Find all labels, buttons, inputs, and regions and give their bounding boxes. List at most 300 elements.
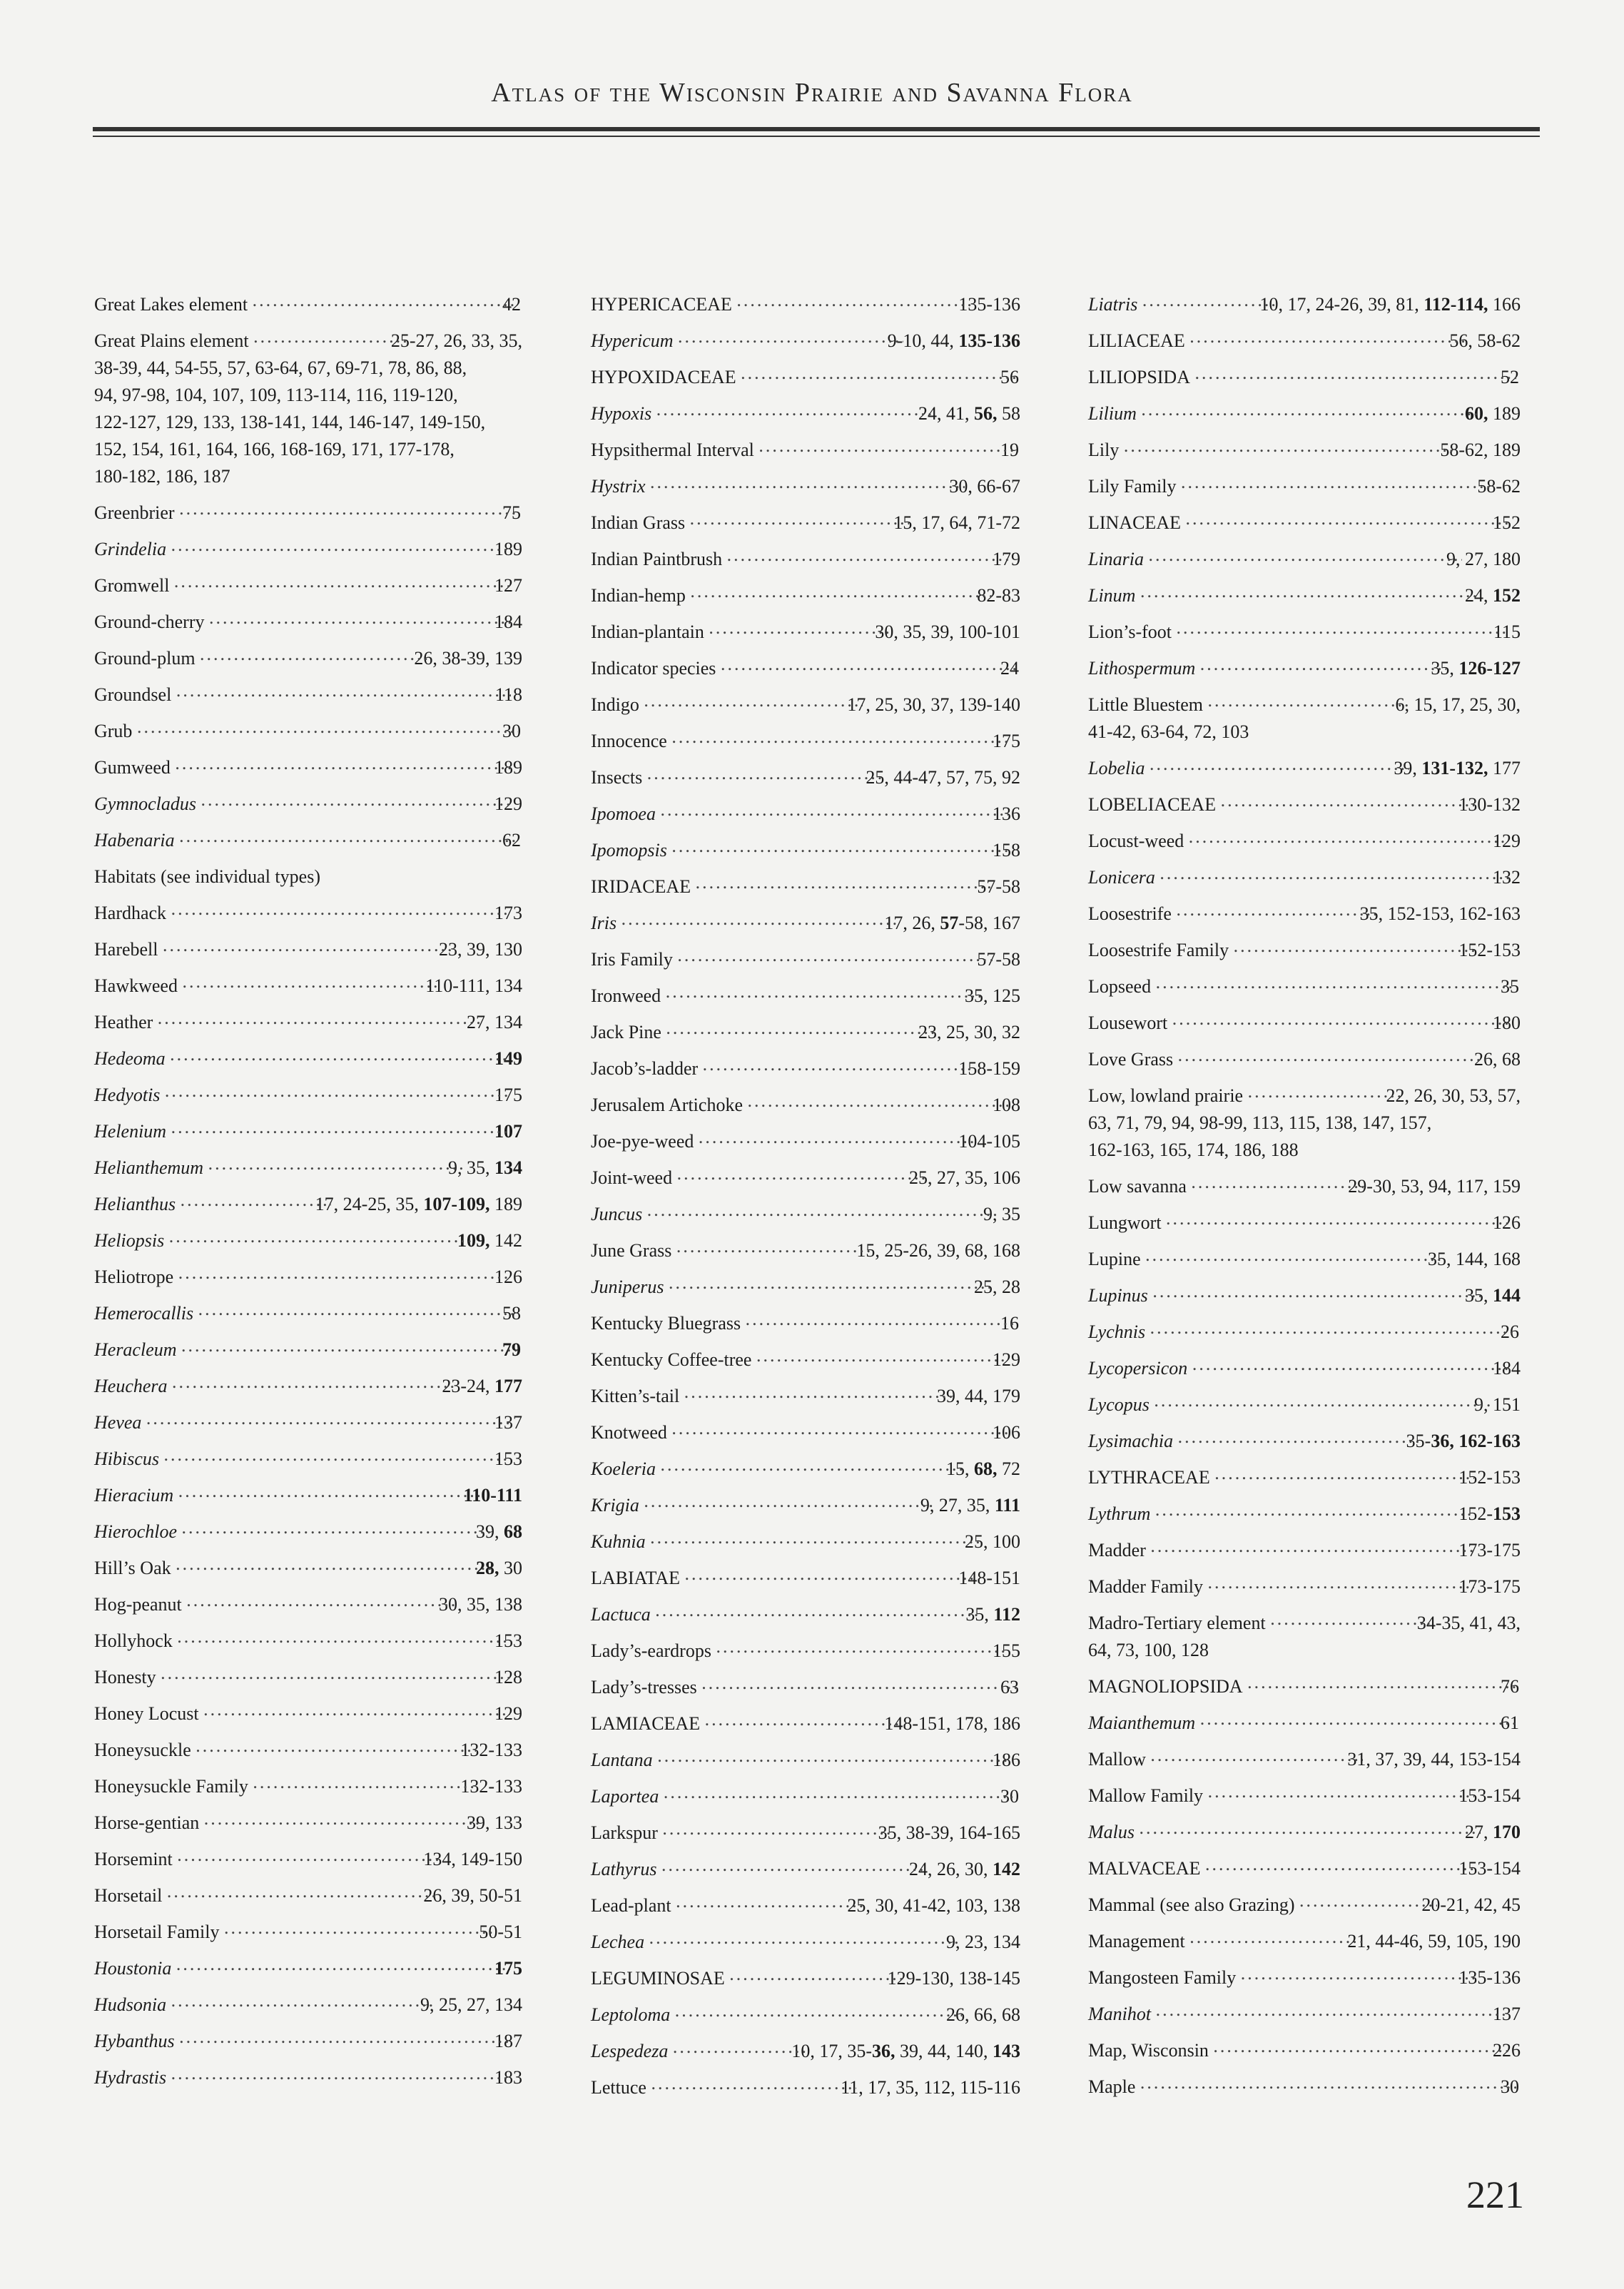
index-entry-row xyxy=(591,2074,1020,2101)
index-term: Mammal (see also Grazing) xyxy=(1088,1894,1295,1915)
index-page-refs xyxy=(1458,1782,1521,1810)
page-ref: 39, 133 xyxy=(467,1812,522,1833)
dot-leader xyxy=(161,1660,510,1687)
index-continuation-line: 162-163, 165, 174, 186, 188 xyxy=(1088,1140,1299,1160)
index-term: Juniperus xyxy=(591,1277,664,1297)
index-term: Horsetail xyxy=(94,1885,163,1906)
index-term: LILIACEAE xyxy=(1088,330,1185,351)
index-entry-row xyxy=(94,328,522,355)
index-entry-row xyxy=(591,291,1020,318)
page-ref: 24, xyxy=(1465,585,1493,606)
index-page-refs xyxy=(448,1154,522,1182)
index-term: Lespedeza xyxy=(591,2041,669,2061)
dot-leader xyxy=(661,1852,925,1879)
page-ref: 35, 125 xyxy=(965,985,1020,1006)
dot-leader xyxy=(203,1805,482,1832)
index-entry xyxy=(591,1856,1020,1883)
dot-leader xyxy=(676,1160,925,1187)
index-entry xyxy=(94,1882,522,1909)
page-ref: 56, 58-62 xyxy=(1449,330,1521,351)
dot-leader xyxy=(1148,542,1462,569)
dot-leader xyxy=(253,323,407,350)
index-page-refs xyxy=(1440,437,1521,464)
index-page-refs xyxy=(476,1555,522,1582)
index-entry xyxy=(94,1991,522,2019)
index-entry-row xyxy=(94,1846,522,1873)
index-term: Lychnis xyxy=(1088,1321,1146,1342)
index-entry-row xyxy=(591,1565,1020,1592)
page-ref-primary: 152 xyxy=(1493,585,1521,606)
index-entry-row xyxy=(94,499,522,527)
index-entry-row xyxy=(1088,546,1521,573)
dot-leader xyxy=(171,2060,510,2087)
dot-leader xyxy=(657,1742,1008,1770)
dot-leader xyxy=(177,1842,440,1869)
dot-leader xyxy=(253,1769,476,1796)
index-entry xyxy=(591,1638,1020,1665)
index-entry-row xyxy=(1088,1928,1521,1955)
index-term: Hystrix xyxy=(591,476,646,497)
page-ref: 34-35, 41, 43, xyxy=(1416,1613,1521,1633)
index-entry xyxy=(94,900,522,927)
index-page-refs xyxy=(494,1082,522,1109)
dot-leader xyxy=(1123,432,1456,460)
index-entry-row xyxy=(591,473,1020,500)
dot-leader xyxy=(646,1197,999,1224)
dot-leader xyxy=(1150,1314,1516,1341)
index-term: Gymnocladus xyxy=(94,793,196,814)
page-ref: 152- xyxy=(1458,1503,1493,1524)
index-page-refs xyxy=(425,973,522,1000)
index-entry xyxy=(591,1601,1020,1628)
page-ref: 9, 35, xyxy=(448,1157,494,1178)
index-page-refs xyxy=(918,1019,1020,1046)
index-entry-row xyxy=(1088,1501,1521,1528)
dot-leader xyxy=(1181,469,1493,496)
index-page-refs xyxy=(937,1383,1020,1410)
index-entry-row xyxy=(1088,1573,1521,1600)
index-page-refs xyxy=(1493,1355,1521,1382)
index-entry-row xyxy=(1088,1173,1521,1200)
index-entry xyxy=(591,1237,1020,1264)
page-ref-primary: 60, xyxy=(1465,403,1488,424)
dot-leader xyxy=(175,750,510,777)
index-page-refs xyxy=(965,1601,1020,1628)
page-ref: 58 xyxy=(502,1303,521,1324)
dot-leader xyxy=(1172,1005,1508,1032)
index-entry xyxy=(1088,364,1521,391)
dot-leader xyxy=(698,1124,974,1151)
index-term: Indian Paintbrush xyxy=(591,549,723,569)
index-entry xyxy=(1088,1082,1521,1164)
index-entry xyxy=(591,1274,1020,1301)
index-entry-row xyxy=(591,1055,1020,1082)
index-entry xyxy=(1088,2001,1521,2028)
index-term: Krigia xyxy=(591,1495,639,1516)
index-page-refs xyxy=(1458,1464,1521,1491)
index-term: Hibiscus xyxy=(94,1448,159,1469)
index-entry xyxy=(94,754,522,781)
index-term: MAGNOLIOPSIDA xyxy=(1088,1676,1243,1697)
page-ref: 9-10, 44, xyxy=(887,330,959,351)
page-ref-primary: 109, xyxy=(457,1230,490,1251)
dot-leader xyxy=(726,542,1008,569)
index-entry-row xyxy=(1088,1537,1521,1564)
index-term: Heather xyxy=(94,1012,153,1032)
index-entry-row xyxy=(1088,1819,1521,1846)
index-entry-row xyxy=(591,1164,1020,1192)
page-ref: 30 xyxy=(499,1558,522,1578)
index-page-refs xyxy=(977,582,1020,609)
index-entry xyxy=(94,1846,522,1873)
dot-leader xyxy=(690,578,993,605)
page-ref: 17, 24-25, 35, xyxy=(315,1194,424,1214)
index-term: HYPOXIDACEAE xyxy=(591,367,736,387)
dot-leader xyxy=(1141,396,1481,423)
dot-leader xyxy=(1149,751,1409,778)
index-entry-row xyxy=(1088,755,1521,782)
index-entry-row xyxy=(591,1856,1020,1883)
index-page-refs xyxy=(875,619,1020,646)
index-entry xyxy=(1088,1355,1521,1382)
index-term: Hieracium xyxy=(94,1485,174,1506)
dot-leader xyxy=(671,833,1008,860)
page-ref: 39, 44, 140, xyxy=(895,2041,993,2061)
page-ref: 127 xyxy=(494,575,522,596)
dot-leader xyxy=(678,323,903,350)
index-entry-row xyxy=(1088,1082,1521,1110)
index-term: Great Plains element xyxy=(94,330,249,351)
index-entry xyxy=(591,1892,1020,1919)
index-entry-row xyxy=(591,364,1020,391)
dot-leader xyxy=(252,287,518,314)
index-entry-row xyxy=(591,1383,1020,1410)
dot-leader xyxy=(176,677,511,704)
page-ref-primary: 135-136 xyxy=(958,330,1020,351)
index-term: LYTHRACEAE xyxy=(1088,1467,1210,1488)
index-entry-row xyxy=(94,2028,522,2055)
index-term: Lathyrus xyxy=(591,1859,657,1879)
index-page-refs xyxy=(479,1919,522,1946)
index-term: Low savanna xyxy=(1088,1176,1187,1197)
page-ref: 129 xyxy=(1493,831,1521,851)
page-ref: 166 xyxy=(1488,294,1521,315)
index-entry-row xyxy=(591,946,1020,973)
page-ref: 148-151, 178, 186 xyxy=(884,1713,1020,1734)
index-entry xyxy=(591,364,1020,391)
index-entry-row xyxy=(1088,1282,1521,1309)
page-ref: 186 xyxy=(993,1750,1020,1770)
index-entry xyxy=(1088,582,1521,609)
index-entry-row xyxy=(591,1929,1020,1956)
index-entry xyxy=(94,291,522,318)
index-term: Kentucky Bluegrass xyxy=(591,1313,741,1334)
index-entry-row xyxy=(94,1700,522,1727)
index-entry xyxy=(1088,1819,1521,1846)
index-page-refs xyxy=(460,1773,522,1800)
page-ref-primary: 149 xyxy=(494,1048,522,1069)
index-term: Kuhnia xyxy=(591,1531,646,1552)
dot-leader xyxy=(179,495,518,522)
dot-leader xyxy=(182,968,441,995)
page-ref: 15, 17, 64, 71-72 xyxy=(893,512,1020,533)
dot-leader xyxy=(650,469,965,496)
page-ref: 27, 134 xyxy=(467,1012,522,1032)
index-entry xyxy=(591,437,1020,464)
index-page-refs xyxy=(958,291,1020,318)
index-entry-row xyxy=(94,291,522,318)
dot-leader xyxy=(665,978,980,1005)
index-term: Horsetail Family xyxy=(94,1922,220,1942)
index-term: Loosestrife Family xyxy=(1088,940,1229,960)
page-ref: 153 xyxy=(494,1630,522,1651)
page-ref-primary: 126-127 xyxy=(1458,658,1521,679)
index-entry xyxy=(1088,473,1521,500)
index-entry-row xyxy=(591,837,1020,864)
header-rule-thick xyxy=(93,127,1540,131)
page-ref: 153 xyxy=(494,1448,522,1469)
index-page-refs xyxy=(949,473,1020,500)
dot-leader xyxy=(660,1451,962,1478)
index-term: Heracleum xyxy=(94,1339,177,1360)
index-entry-row xyxy=(94,2064,522,2091)
page-ref: 52 xyxy=(1501,367,1519,387)
dot-leader xyxy=(1214,1460,1475,1487)
index-entry xyxy=(591,1456,1020,1483)
dot-leader xyxy=(1189,1924,1364,1951)
index-term: Lycopersicon xyxy=(1088,1358,1188,1379)
index-page-refs xyxy=(983,1201,1020,1228)
index-page-refs xyxy=(847,1892,1020,1919)
index-entry-row xyxy=(591,2038,1020,2065)
page-ref-primary: 107 xyxy=(494,1121,522,1142)
index-term: Hydrastis xyxy=(94,2067,167,2088)
index-entry xyxy=(591,655,1020,682)
dot-leader xyxy=(163,932,455,959)
index-term: Liatris xyxy=(1088,294,1138,315)
dot-leader xyxy=(736,287,974,314)
index-term: Lobelia xyxy=(1088,758,1145,778)
index-term: Hedyotis xyxy=(94,1085,161,1105)
index-entry-row xyxy=(591,691,1020,719)
page-ref: 39, xyxy=(476,1521,504,1542)
page-ref: 9, 35 xyxy=(983,1204,1020,1224)
page-ref: 126 xyxy=(494,1267,522,1287)
index-entry xyxy=(591,1419,1020,1446)
index-term: Lily Family xyxy=(1088,476,1177,497)
index-entry-row xyxy=(1088,1746,1521,1773)
index-entry xyxy=(591,1674,1020,1701)
page-ref: 22, 26, 30, 53, 57, xyxy=(1386,1085,1521,1106)
page-ref: 226 xyxy=(1493,2040,1521,2061)
index-entry xyxy=(94,863,522,890)
page-ref: 35, 38-39, 164-165 xyxy=(878,1822,1020,1843)
index-entry xyxy=(94,1082,522,1109)
index-entry xyxy=(1088,437,1521,464)
index-page-refs xyxy=(1465,1819,1521,1846)
index-term: Loosestrife xyxy=(1088,903,1172,924)
index-entry xyxy=(591,582,1020,609)
dot-leader xyxy=(689,505,909,532)
index-page-refs xyxy=(439,936,522,963)
index-page-refs xyxy=(1493,619,1521,646)
page-ref: 129-130, 138-145 xyxy=(887,1968,1020,1989)
page-ref: 21, 44-46, 59, 105, 190 xyxy=(1347,1931,1521,1952)
index-page-refs xyxy=(993,1419,1020,1446)
index-entry-row xyxy=(94,936,522,963)
dot-leader xyxy=(1150,1533,1474,1560)
page-ref-primary: 28, xyxy=(476,1558,499,1578)
page-ref: 158 xyxy=(993,840,1020,861)
dot-leader xyxy=(208,1150,464,1177)
dot-leader xyxy=(684,1560,974,1588)
index-entry xyxy=(94,1555,522,1582)
page-ref: 61 xyxy=(1501,1712,1519,1733)
index-entry xyxy=(1088,1464,1521,1491)
dot-leader xyxy=(176,1951,510,1978)
index-entry xyxy=(1088,1010,1521,1037)
index-entry xyxy=(591,801,1020,828)
index-page-refs xyxy=(1359,900,1521,928)
index-entry xyxy=(591,2001,1020,2029)
index-entry xyxy=(591,509,1020,537)
index-entry xyxy=(591,473,1020,500)
index-entry-row xyxy=(94,681,522,709)
index-term: Lysimachia xyxy=(1088,1431,1174,1451)
index-entry-row xyxy=(591,619,1020,646)
index-entry-row xyxy=(94,1919,522,1946)
page-ref: 129 xyxy=(494,793,522,814)
index-page-refs xyxy=(494,2028,522,2055)
page-ref: 30, 66-67 xyxy=(949,476,1020,497)
dot-leader xyxy=(1207,1778,1474,1805)
index-term: Madro-Tertiary element xyxy=(1088,1613,1266,1633)
index-page-refs xyxy=(893,509,1020,537)
dot-leader xyxy=(676,1233,872,1260)
page-ref: 132-133 xyxy=(460,1776,522,1797)
index-entry-row xyxy=(1088,1464,1521,1491)
index-entry xyxy=(94,499,522,527)
page-ref-primary: 175 xyxy=(494,1958,522,1979)
index-term: LOBELIACEAE xyxy=(1088,794,1217,815)
index-term: Mallow xyxy=(1088,1749,1146,1770)
dot-leader xyxy=(1140,578,1481,605)
dot-leader xyxy=(1220,787,1474,814)
index-entry-row xyxy=(591,1019,1020,1046)
index-page-refs xyxy=(958,1565,1020,1592)
index-term: Ground-plum xyxy=(94,648,196,669)
dot-leader xyxy=(1177,1423,1422,1451)
index-entry xyxy=(1088,937,1521,964)
index-page-refs xyxy=(494,609,522,636)
page-ref: 152 xyxy=(1493,512,1521,533)
index-entry xyxy=(94,1700,522,1727)
index-term: Manihot xyxy=(1088,2004,1152,2024)
index-page-refs xyxy=(884,910,1020,937)
index-entry xyxy=(591,1383,1020,1410)
page-ref: 173-175 xyxy=(1458,1576,1521,1597)
page-ref-primary: 107-109, xyxy=(423,1194,490,1214)
index-term: Little Bluestem xyxy=(1088,694,1204,715)
index-term: Horse-gentian xyxy=(94,1812,200,1833)
index-term: Ironweed xyxy=(591,985,661,1006)
index-entry-row xyxy=(1088,473,1521,500)
page-ref: 35 xyxy=(1501,976,1519,997)
dot-leader xyxy=(1152,1278,1481,1305)
dot-leader xyxy=(164,1077,510,1105)
index-entry xyxy=(94,1154,522,1182)
dot-leader xyxy=(1199,651,1446,678)
index-entry-row xyxy=(591,1674,1020,1701)
index-term: Linaria xyxy=(1088,549,1145,569)
page-ref: 130-132 xyxy=(1458,794,1521,815)
index-entry xyxy=(1088,973,1521,1000)
index-column-1 xyxy=(94,291,522,2101)
index-entry xyxy=(1088,1928,1521,1955)
index-page-refs xyxy=(414,645,522,672)
index-page-refs xyxy=(1395,691,1521,719)
page-ref-primary: 68 xyxy=(504,1521,522,1542)
page-ref: 23, 39, 130 xyxy=(439,939,522,960)
index-entry-row xyxy=(591,983,1020,1010)
dot-leader xyxy=(171,1987,436,2014)
index-term: Lily xyxy=(1088,440,1120,460)
index-entry-row xyxy=(591,437,1020,464)
index-term: Lactuca xyxy=(591,1604,651,1625)
page-ref: 189 xyxy=(489,1194,522,1214)
index-entry xyxy=(94,2028,522,2055)
page-ref: 180 xyxy=(1493,1012,1521,1033)
index-page-refs xyxy=(1416,1610,1521,1637)
index-page-refs xyxy=(460,1737,522,1764)
dot-leader xyxy=(656,396,934,423)
index-page-refs xyxy=(887,1965,1020,1992)
index-entry xyxy=(591,1783,1020,1810)
index-entry-row xyxy=(94,827,522,854)
index-term: LINACEAE xyxy=(1088,512,1181,533)
index-term: Hypericum xyxy=(591,330,674,351)
index-entry-row xyxy=(94,1336,522,1364)
index-entry-row xyxy=(1088,864,1521,891)
dot-leader xyxy=(695,869,993,896)
index-entry xyxy=(591,910,1020,937)
page-ref: 129 xyxy=(993,1349,1020,1370)
dot-leader xyxy=(1154,1496,1474,1523)
page-ref-primary: 177 xyxy=(494,1376,522,1396)
index-entry-row xyxy=(94,718,522,745)
index-page-refs xyxy=(494,791,522,818)
index-entry xyxy=(94,1191,522,1218)
page-ref: 35, 152-153, 162-163 xyxy=(1359,903,1521,924)
page-ref: 134, 149-150 xyxy=(423,1849,522,1869)
dot-leader xyxy=(644,1488,936,1515)
dot-leader xyxy=(655,1597,982,1624)
index-entry xyxy=(1088,1573,1521,1600)
dot-leader xyxy=(677,942,993,969)
index-term: LEGUMINOSAE xyxy=(591,1968,725,1989)
index-term: Groundsel xyxy=(94,684,172,705)
dot-leader xyxy=(179,2024,510,2051)
page-ref: 75 xyxy=(502,502,521,523)
index-entry xyxy=(94,328,522,490)
dot-leader xyxy=(1188,823,1508,851)
index-entry-row xyxy=(591,509,1020,537)
dot-leader xyxy=(701,1670,1016,1697)
index-entry-row xyxy=(94,1227,522,1254)
page-ref-primary: 111 xyxy=(994,1495,1020,1516)
page-ref: 148-151 xyxy=(958,1568,1020,1588)
page-ref: 26 xyxy=(1501,1321,1519,1342)
